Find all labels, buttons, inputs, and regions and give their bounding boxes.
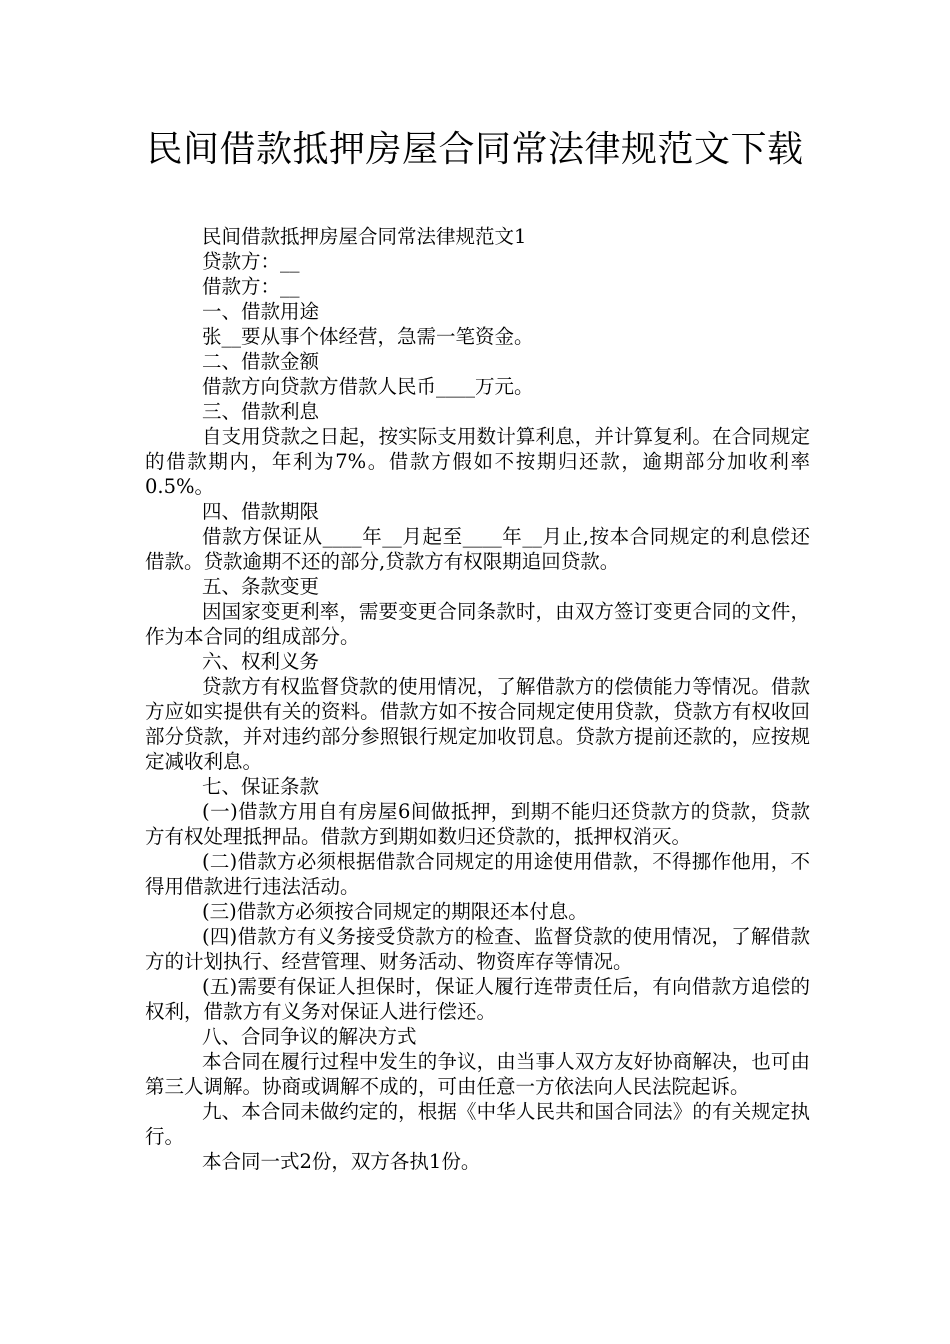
paragraph: (五)需要有保证人担保时，保证人履行连带责任后，有向借款方追偿的权利，借款方有义务对保证人进行偿还。 <box>145 975 810 1023</box>
paragraph-heading: 民间借款抵押房屋合同常法律规范文1 <box>202 225 527 248</box>
paragraph-borrower: 借款方：__ <box>202 275 300 298</box>
section-heading-3: 三、借款利息 <box>202 400 320 423</box>
paragraph-lender: 贷款方：__ <box>202 250 300 273</box>
paragraph: 自支用贷款之日起，按实际支用数计算利息，并计算复利。在合同规定的借款期内，年利为7%。借款方假如不按期归还款，逾期部分加收利率0.5%。 <box>145 425 810 498</box>
paragraph: 借款方向贷款方借款人民币____万元。 <box>202 375 534 398</box>
document-title: 民间借款抵押房屋合同常法律规范文下载 <box>146 129 804 170</box>
paragraph: (四)借款方有义务接受贷款方的检查、监督贷款的使用情况，了解借款方的计划执行、经营管理、财务活动、物资库存等情况。 <box>145 925 810 973</box>
section-heading-5: 五、条款变更 <box>202 575 320 598</box>
section-heading-8: 八、合同争议的解决方式 <box>202 1025 417 1048</box>
paragraph: 贷款方有权监督贷款的使用情况，了解借款方的偿债能力等情况。借款方应如实提供有关的资料。借款方如不按合同规定使用贷款，贷款方有权收回部分贷款，并对违约部分参照银行规定加收罚息。贷款方提前还款的，应按规定减收利息。 <box>145 675 810 773</box>
paragraph: (一)借款方用自有房屋6间做抵押，到期不能归还贷款方的贷款，贷款方有权处理抵押品。借款方到期如数归还贷款的，抵押权消灭。 <box>145 800 810 848</box>
section-heading-4: 四、借款期限 <box>202 500 320 523</box>
section-heading-2: 二、借款金额 <box>202 350 320 373</box>
paragraph: 九、本合同未做约定的，根据《中华人民共和国合同法》的有关规定执行。 <box>145 1100 810 1148</box>
paragraph: (二)借款方必须根据借款合同规定的用途使用借款，不得挪作他用，不得用借款进行违法活动。 <box>145 850 810 898</box>
paragraph: 本合同在履行过程中发生的争议，由当事人双方友好协商解决，也可由第三人调解。协商或调解不成的，可由任意一方依法向人民法院起诉。 <box>145 1050 810 1098</box>
paragraph: (三)借款方必须按合同规定的期限还本付息。 <box>202 900 588 923</box>
section-heading-1: 一、借款用途 <box>202 300 320 323</box>
section-heading-7: 七、保证条款 <box>202 775 320 798</box>
section-heading-6: 六、权利义务 <box>202 650 320 673</box>
paragraph: 本合同一式2份，双方各执1份。 <box>202 1150 481 1173</box>
document-body <box>145 224 810 1174</box>
paragraph: 张__要从事个体经营，急需一笔资金。 <box>202 325 534 348</box>
paragraph: 借款方保证从____年__月起至____年__月止,按本合同规定的利息偿还借款。贷款逾期不还的部分,贷款方有权限期追回贷款。 <box>145 525 810 573</box>
paragraph: 因国家变更利率，需要变更合同条款时，由双方签订变更合同的文件，作为本合同的组成部分。 <box>145 600 810 648</box>
